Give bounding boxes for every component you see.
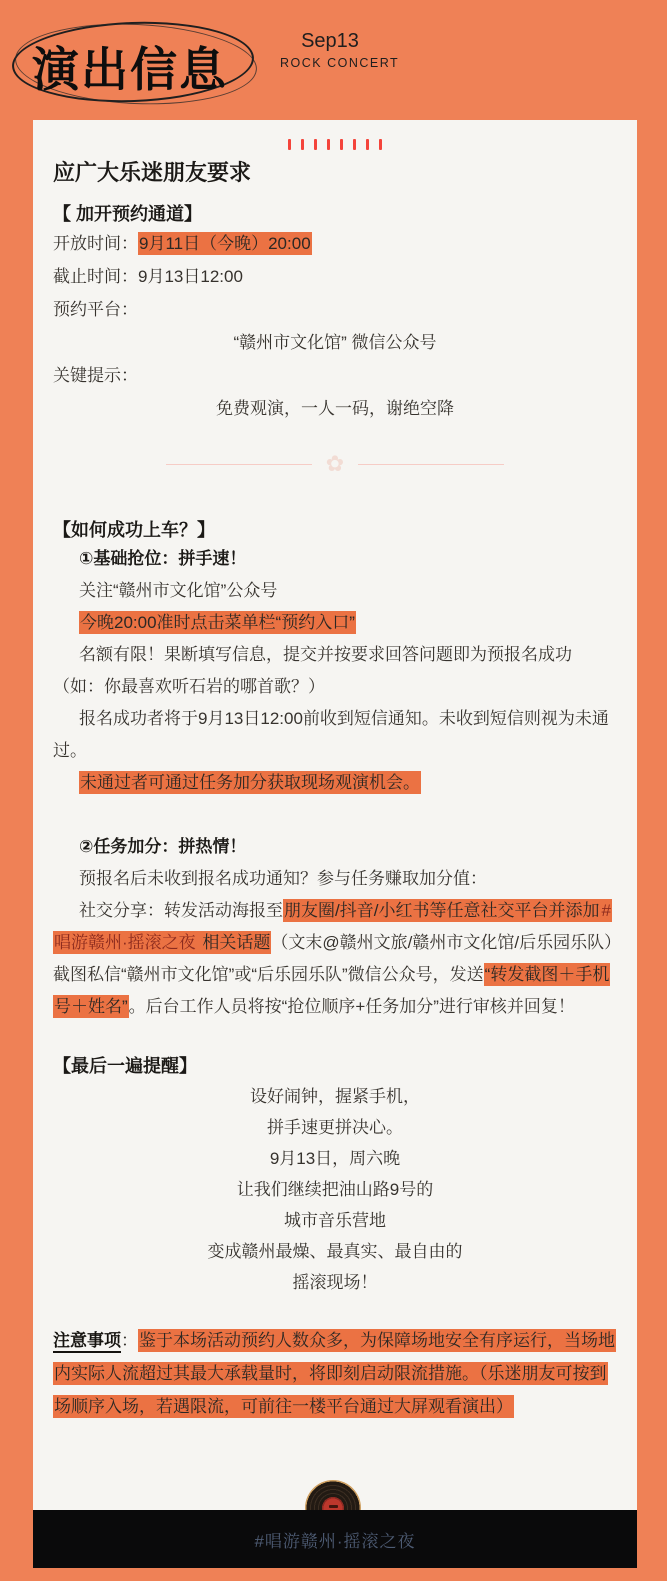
reminder-lines	[53, 1081, 617, 1298]
reminder-line: 让我们继续把油山路9号的	[236, 1180, 434, 1199]
open-time-value: 9月11日（今晚）20:00	[139, 234, 311, 253]
notice-highlight: 鉴于本场活动预约人数众多，为保障场地安全有序运行，当场地内实际人流超过其最大承载量时，将即刻启动限流措施。（乐迷朋友可按到场顺序入场，若遇限流，可前往一楼平台通过大屏观看演出）	[54, 1331, 615, 1416]
tip-value: 免费观演，一人一码，谢绝空降	[216, 399, 454, 418]
step2-share-paragraph	[53, 895, 617, 1023]
booking-section-title: 【 加开预约通道】	[53, 204, 203, 224]
step1-line1: 关注“赣州市文化馆”公众号	[79, 581, 278, 600]
step1-line3: 名额有限！果断填写信息，提交并按要求回答问题即为预报名成功	[79, 645, 572, 664]
howto-section-title: 【如何成功上车？】	[53, 520, 215, 540]
event-info	[280, 28, 400, 72]
tick-marks-decoration	[53, 137, 617, 149]
page-title: 演出信息	[32, 43, 228, 96]
share-highlight-topic: 相关话题	[197, 933, 271, 952]
step2-title: ②任务加分：拼热情！	[79, 837, 247, 856]
tick-mark	[340, 139, 343, 150]
tick-mark	[314, 139, 317, 150]
notice-paragraph	[53, 1324, 617, 1423]
tick-mark	[327, 139, 330, 150]
open-time-label: 开放时间：	[53, 234, 138, 253]
platform-label: 预约平台：	[53, 300, 138, 319]
step1-line6	[53, 767, 617, 799]
section-divider	[53, 449, 617, 479]
event-subtitle: ROCK CONCERT	[280, 56, 400, 70]
article-card	[33, 120, 637, 1510]
event-date: Sep13	[301, 30, 359, 52]
intro-heading: 应广大乐迷朋友要求	[53, 160, 252, 185]
notice-label: 注意事项	[53, 1331, 121, 1353]
close-time-value: 9月13日12:00	[138, 267, 243, 286]
reminder-line: 摇滚现场！	[292, 1273, 378, 1292]
step1-highlight: 今晚20:00准时点击菜单栏“预约入口”	[80, 613, 355, 632]
reminder-section-title: 【最后一遍提醒】	[53, 1056, 197, 1076]
tick-mark	[288, 139, 291, 150]
share-prefix: 社交分享：转发活动海报至	[79, 901, 283, 920]
share-highlight-message: “转发截图＋手机号＋姓名”	[54, 965, 610, 1016]
tick-mark	[301, 139, 304, 150]
flower-ornament-icon: ✿	[325, 451, 345, 476]
step1-line4: （如：你最喜欢听石岩的哪首歌？）	[53, 677, 325, 696]
footer-hashtag: #唱游赣州·摇滚之夜	[254, 1531, 416, 1551]
notice-colon: ：	[121, 1331, 138, 1350]
close-time-label: 截止时间：	[53, 267, 138, 286]
divider-line	[166, 464, 312, 465]
close-time-row	[53, 260, 617, 293]
footer-band	[33, 1510, 637, 1568]
share-tail: 。后台工作人员将按“抢位顺序+任务加分”进行审核并回复！	[128, 997, 575, 1016]
step1-line5: 报名成功者将于9月13日12:00前收到短信通知。未收到短信则视为未通过。	[53, 709, 609, 760]
step1-title: ①基础抢位：拼手速！	[79, 549, 247, 568]
step1-highlight-2: 未通过者可通过任务加分获取现场观演机会。	[80, 773, 420, 792]
reminder-line: 拼手速更拼决心。	[267, 1118, 403, 1137]
platform-value: “赣州市文化馆” 微信公众号	[233, 333, 437, 352]
open-time-row	[53, 227, 617, 260]
share-mid: （文末@赣州文旅/赣州市文化馆/后乐园乐队）截图私信“赣州市文化馆”或“后乐园乐队”微信公众号，发送	[53, 933, 613, 984]
step2-line1: 预报名后未收到报名成功通知？参与任务赚取加分值：	[79, 869, 487, 888]
reminder-line: 设好闹钟，握紧手机，	[250, 1087, 420, 1106]
title-badge	[12, 22, 254, 102]
reminder-line: 9月13日，周六晚	[269, 1149, 401, 1168]
tick-mark	[353, 139, 356, 150]
step1-line2	[53, 607, 617, 639]
reminder-line: 城市音乐营地	[284, 1211, 386, 1230]
share-highlight-hashtag: #唱游赣州·摇滚之夜	[54, 901, 611, 952]
tip-label: 关键提示：	[53, 366, 138, 385]
share-highlight-platforms: 朋友圈/抖音/小红书等任意社交平台并添加	[284, 901, 600, 920]
reminder-line: 变成赣州最燥、最真实、最自由的	[207, 1242, 463, 1261]
header	[0, 0, 667, 120]
tick-mark	[366, 139, 369, 150]
tick-mark	[379, 139, 382, 150]
divider-line	[358, 464, 504, 465]
